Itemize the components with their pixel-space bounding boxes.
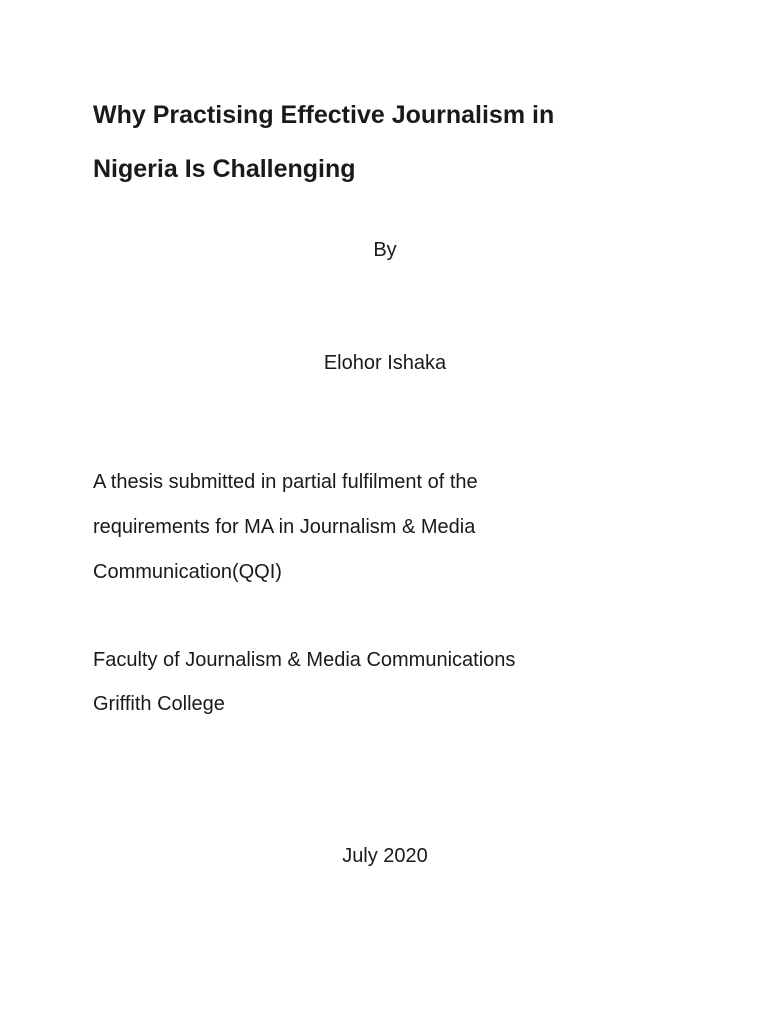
thesis-title-line-1: Why Practising Effective Journalism in: [93, 101, 555, 129]
faculty-name: Faculty of Journalism & Media Communications: [93, 649, 516, 671]
submission-statement: [93, 460, 713, 595]
submission-date: July 2020: [342, 845, 428, 867]
affiliation: [93, 638, 713, 726]
submission-statement-line-3: Communication(QQI): [93, 561, 282, 583]
college-name: Griffith College: [93, 693, 225, 715]
by-label: By: [373, 239, 397, 261]
author-name: Elohor Ishaka: [323, 352, 447, 374]
submission-statement-line-1: A thesis submitted in partial fulfilment of the: [93, 471, 478, 493]
submission-statement-line-2: requirements for MA in Journalism & Media: [93, 516, 476, 538]
thesis-title-line-2: Nigeria Is Challenging: [93, 155, 356, 183]
thesis-title: [93, 88, 713, 196]
